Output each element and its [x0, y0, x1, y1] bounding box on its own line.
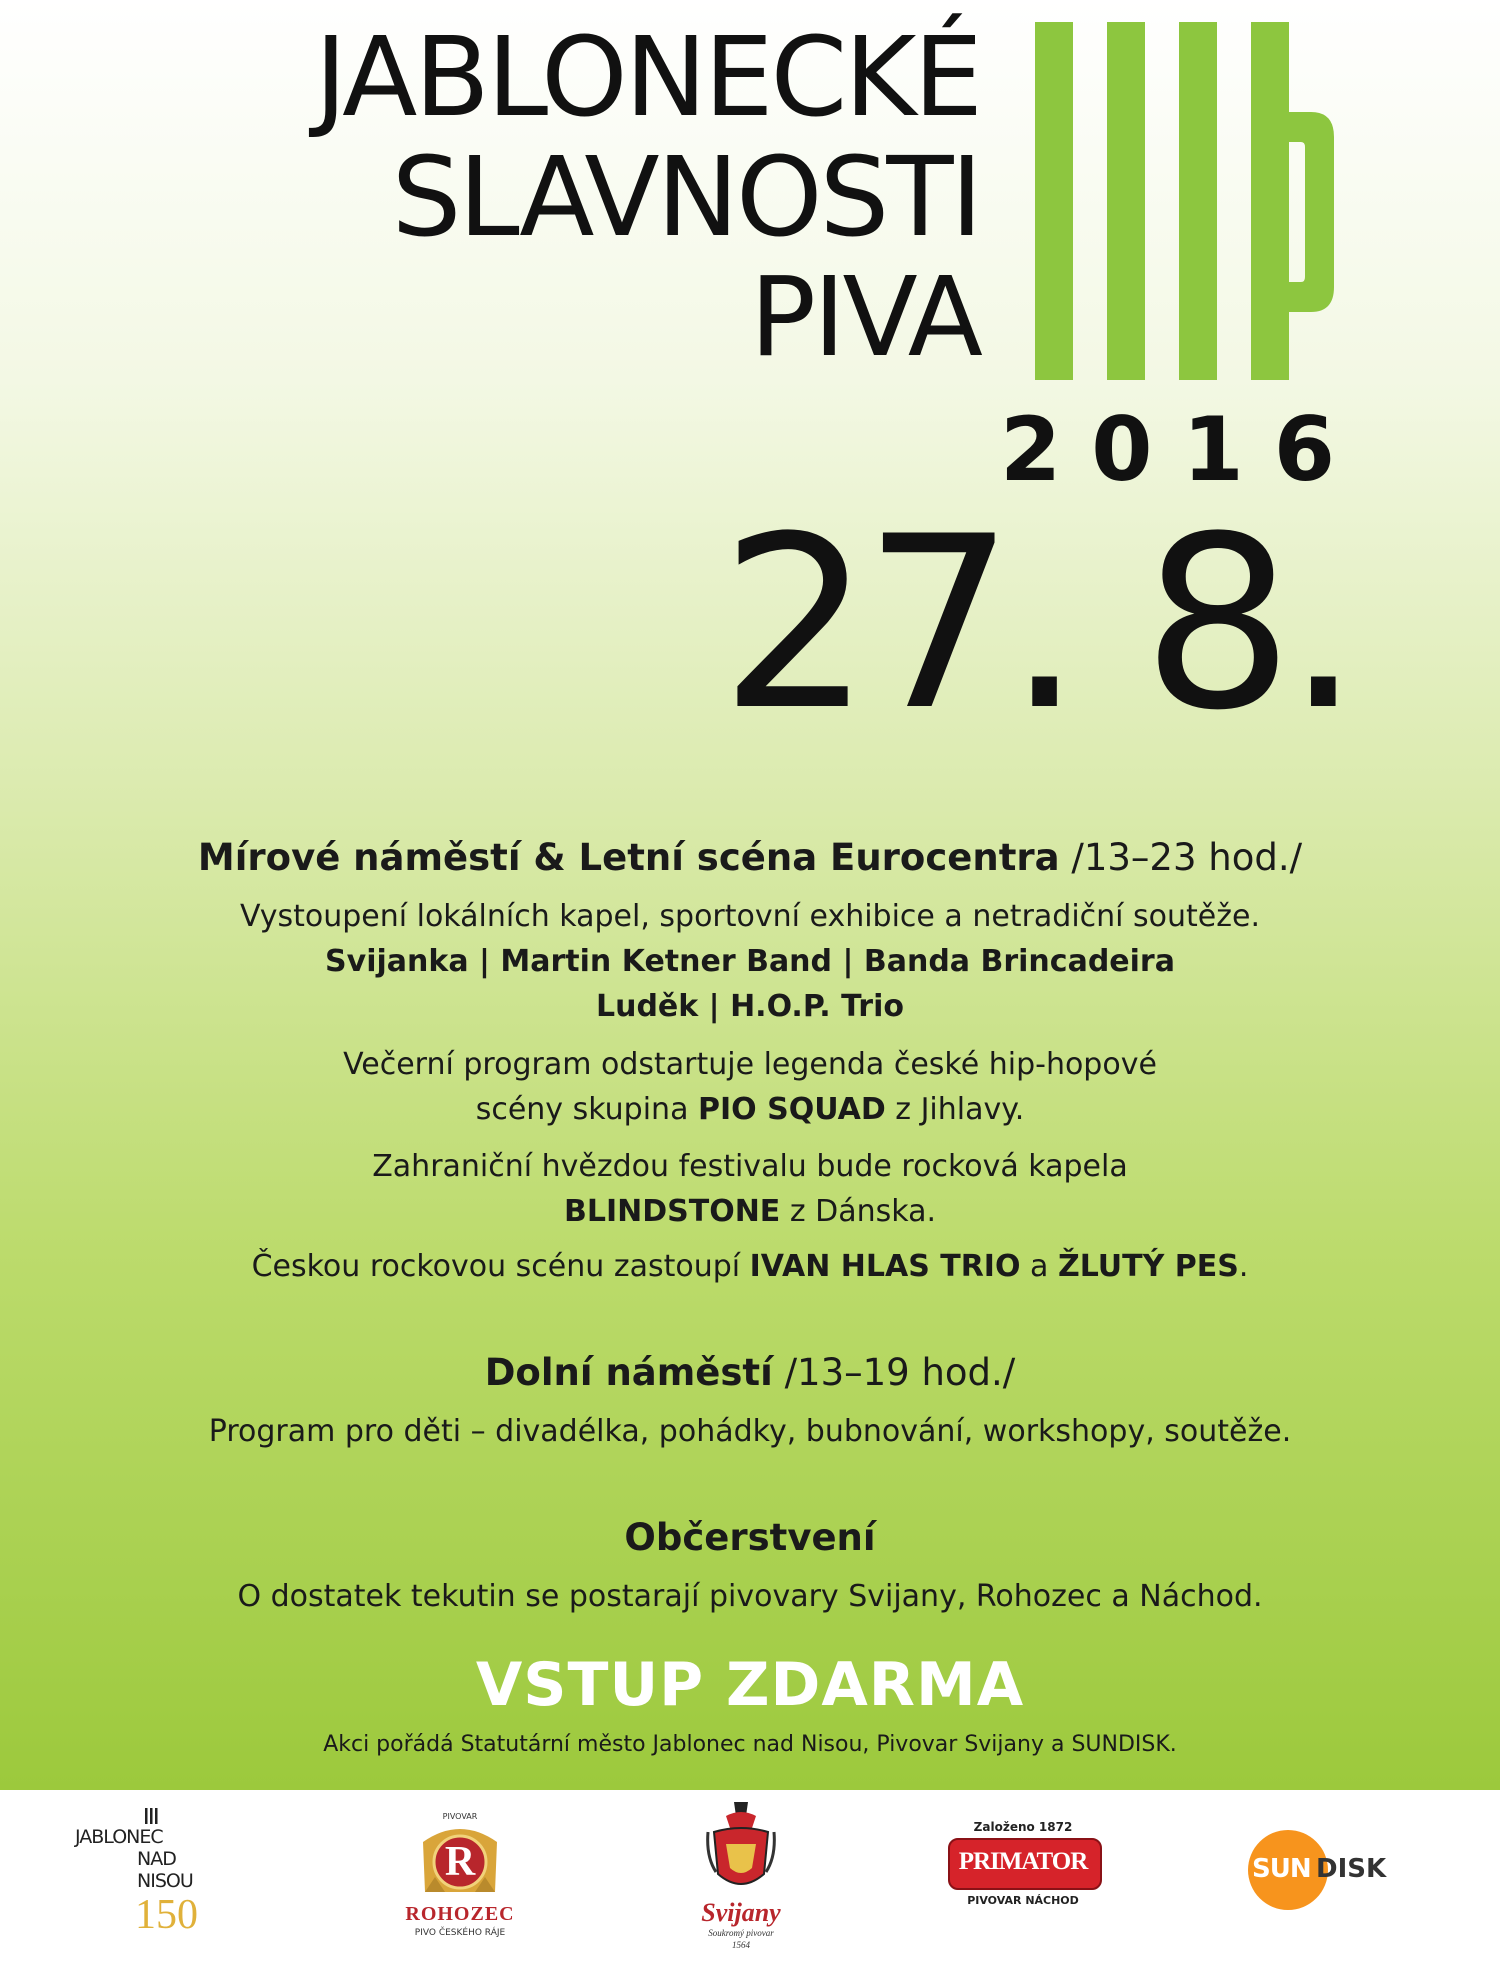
foreign-line-1: Zahraniční hvězdou festivalu bude rocková kapela	[372, 1149, 1128, 1184]
evening-line-1: Večerní program odstartuje legenda české hip-hopové	[343, 1047, 1157, 1082]
free-entry-banner: VSTUP ZDARMA	[475, 1650, 1025, 1720]
section-hours: /13–23 hod./	[1071, 836, 1303, 879]
text-span: .	[1238, 1249, 1249, 1284]
rohozec-letter: R	[444, 1839, 476, 1885]
headliner-name: BLINDSTONE	[563, 1194, 781, 1229]
section-heading-lower-square	[0, 1348, 1500, 1398]
jablonec-line-3: NISOU	[137, 1870, 193, 1892]
kids-program-text: Program pro děti – divadélka, pohádky, bubnování, workshopy, soutěže.	[208, 1414, 1292, 1449]
evening-line-2	[0, 1088, 1500, 1132]
refreshments-text: O dostatek tekutin se postarají pivovary Svijany, Rohozec a Náchod.	[237, 1579, 1263, 1614]
text-span: z Jihlavy.	[885, 1092, 1025, 1127]
headliner-name: PIO SQUAD	[698, 1092, 886, 1127]
jablonec-anniversary: 150	[135, 1892, 198, 1938]
sponsor-footer	[0, 1790, 1500, 1971]
text-span: a	[1020, 1249, 1058, 1284]
primator-founded: Založeno 1872	[973, 1820, 1073, 1834]
mug-bar	[1107, 22, 1145, 380]
rohozec-logo	[395, 1812, 525, 1962]
rohozec-top-text: PIVOVAR	[442, 1812, 478, 1821]
text-span: z Dánska.	[780, 1194, 937, 1229]
section-heading-refreshments	[0, 1513, 1500, 1563]
mug-bar	[1179, 22, 1217, 380]
text-span: Českou rockovou scénu zastoupí	[251, 1249, 750, 1284]
title-line-1: JABLONECKÉ	[314, 13, 980, 141]
sundisk-part-1: SUN	[1252, 1854, 1311, 1884]
mug-bar	[1035, 22, 1073, 380]
section-title: Dolní náměstí	[484, 1351, 773, 1394]
section-intro: Vystoupení lokálních kapel, sportovní exhibice a netradiční soutěže.	[240, 899, 1260, 934]
jablonec-logo	[75, 1808, 225, 1958]
foreign-line-2	[0, 1190, 1500, 1234]
title-line-2: SLAVNOSTI	[391, 133, 980, 261]
jablonec-line-1: JABLONEC	[75, 1826, 163, 1848]
sundisk-part-2: DISK	[1316, 1854, 1387, 1884]
beer-mug-logo	[1035, 22, 1325, 380]
rohozec-subtitle: PIVO ČESKÉHO RÁJE	[414, 1928, 506, 1938]
svijany-subtitle: Soukromý pivovar	[708, 1928, 774, 1938]
czech-line	[0, 1245, 1500, 1289]
mug-handle-icon	[1289, 112, 1349, 312]
svijany-name: Svijany	[701, 1898, 781, 1927]
title-line-3: PIVA	[749, 253, 980, 381]
bands-line-2: Luděk | H.O.P. Trio	[595, 989, 904, 1024]
primator-subtitle: PIVOVAR NÁCHOD	[967, 1894, 1079, 1907]
mug-bar	[1251, 22, 1289, 380]
text-span: scény skupina	[475, 1092, 698, 1127]
bands-line-1: Svijanka | Martin Ketner Band | Banda Brincadeira	[325, 944, 1175, 979]
organizers-text: Akci pořádá Statutární město Jablonec nad Nisou, Pivovar Svijany a SUNDISK.	[323, 1732, 1177, 1757]
svijany-coat-of-arms-icon	[706, 1802, 776, 1898]
primator-logo	[938, 1820, 1108, 1940]
section-heading-main-square	[0, 833, 1500, 883]
svijany-logo	[676, 1802, 806, 1962]
rohozec-name: ROHOZEC	[405, 1903, 515, 1925]
section-title: Občerstvení	[624, 1516, 876, 1559]
svijany-year: 1564	[732, 1940, 750, 1950]
event-year: 2016	[1000, 398, 1365, 501]
jablonec-line-2: NAD	[137, 1848, 176, 1870]
band-name: IVAN HLAS TRIO	[749, 1249, 1021, 1284]
band-name: ŽLUTÝ PES	[1057, 1249, 1239, 1284]
section-title: Mírové náměstí & Letní scéna Eurocentra	[197, 836, 1060, 879]
event-date: 27. 8.	[720, 486, 1354, 763]
three-bars-icon	[145, 1808, 159, 1824]
primator-name: PRIMATOR	[958, 1848, 1088, 1875]
sundisk-logo	[1248, 1830, 1418, 1920]
section-hours: /13–19 hod./	[784, 1351, 1016, 1394]
